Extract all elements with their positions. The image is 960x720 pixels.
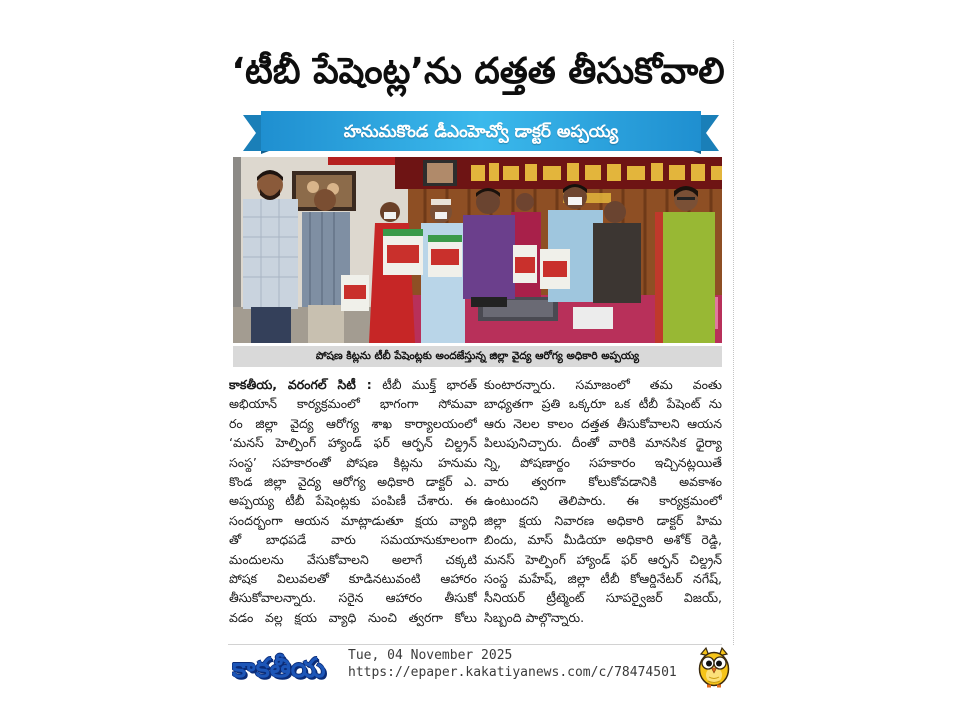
owl-icon	[697, 646, 731, 688]
body-line: ‘మనస్ హెల్పింగ్ హ్యాండ్ ఫర్ ఆర్ఫన్ చిల్డ్రన్	[229, 435, 477, 451]
body-line-text: టీబీ ముక్త్ భారత్	[382, 377, 477, 392]
body-line: బిందు, మాస్ మీడియా అధికారి అశోక్ రెడ్డి,	[484, 532, 722, 548]
body-line: కుంటారన్నారు. సమాజంలో తమ వంతు	[484, 377, 722, 392]
body-line: మందులను వేసుకోవాలని అలాగే చక్కటి	[229, 551, 477, 567]
epaper-url: https://epaper.kakatiyanews.com/c/78474501	[348, 665, 677, 680]
photo-kits	[383, 229, 462, 277]
body-line: రం జిల్లా వైద్య ఆరోగ్య శాఖ కార్యాలయంలో	[229, 415, 477, 431]
body-line: తీసుకోవాలన్నారు. సరైన ఆహారం తీసుకో	[229, 590, 477, 606]
body-line: మనస్ హెల్పింగ్ హ్యాండ్ ఫర్ ఆర్ఫన్ చిల్డ్రన్	[484, 551, 722, 567]
body-line: పిలుపునిచ్చారు. దీంతో వారికి మానసిక ధైర్యా	[484, 435, 722, 451]
body-line: సంస్థ మహేష్, జిల్లా టీబీ కోఆర్డినేటర్ నగేష్,	[484, 570, 722, 586]
photo-image	[233, 157, 722, 343]
body-line: పోషక విలువలతో కూడినటువంటి ఆహారం	[229, 570, 477, 586]
body-line: వారు త్వరగా కోలుకోవడానికి అవకాశం	[484, 473, 722, 489]
body-line: జిల్లా క్షయ నివారణ అధికారి డాక్టర్ హిమ	[484, 512, 722, 528]
body-line: సీనియర్ ట్రీట్మెంట్ సూపర్వైజర్ విజయ్,	[484, 590, 722, 606]
body-line: ఉంటుందని తెలిపారు. ఈ కార్యక్రమంలో	[484, 493, 722, 509]
body-line: బాధ్యతగా ప్రతి ఒక్కరూ ఒక టీబీ పేషెంట్ ను	[484, 396, 722, 412]
subheadline: హనుమకొండ డీఎంహెచ్వో డాక్టర్ అప్పయ్య	[343, 122, 619, 142]
article-column-left	[229, 375, 477, 629]
article-column-right	[484, 375, 722, 629]
body-line: కొండ జిల్లా వైద్య ఆరోగ్య అధికారి డాక్టర్ ఎ.	[229, 473, 477, 489]
photo-caption: పోషణ కిట్లను టీబీ పేషెంట్లకు అందజేస్తున్న జిల్లా వైద్య ఆరోగ్య అధికారి అప్పయ్య	[233, 346, 722, 367]
kakatiya-logo: కాకతీయ	[232, 653, 326, 684]
dateline: కాకతీయ, వరంగల్ సిటీ :	[229, 377, 372, 392]
headline: ‘టీబీ పేషెంట్ల’ను దత్తత తీసుకోవాలి	[231, 51, 725, 92]
body-line: ఆరు నెలల కాలం దత్తత తీసుకోవాలని ఆయన	[484, 415, 722, 431]
body-line: న్ని, పోషణార్థం సహకారం ఇచ్చినట్లయితే	[484, 454, 722, 470]
body-line: అభియాన్ కార్యక్రమంలో భాగంగా సోమవా	[229, 396, 477, 412]
body-line: అప్పయ్య టీబీ పేషెంట్లకు పంపిణీ చేశారు. ఈ	[229, 493, 477, 509]
publish-date: Tue, 04 November 2025	[348, 648, 513, 663]
body-line: సంస్థ’ సహకారంతో పోషణ కిట్లను హనుమ	[229, 454, 477, 470]
subheadline-banner	[243, 110, 719, 154]
dotted-divider	[733, 40, 734, 645]
body-line	[229, 375, 477, 394]
footer-divider	[228, 644, 722, 645]
body-line: సిబ్బంది పాల్గొన్నారు.	[484, 609, 585, 625]
body-line: తో బాధపడే వారు సమయానుకూలంగా	[229, 532, 477, 548]
body-line: సందర్భంగా ఆయన మాట్లాడుతూ క్షయ వ్యాధి	[229, 512, 477, 528]
news-photo	[233, 157, 722, 343]
body-line: వడం వల్ల క్షయ వ్యాధి నుంచి త్వరగా కోలు	[229, 609, 477, 625]
